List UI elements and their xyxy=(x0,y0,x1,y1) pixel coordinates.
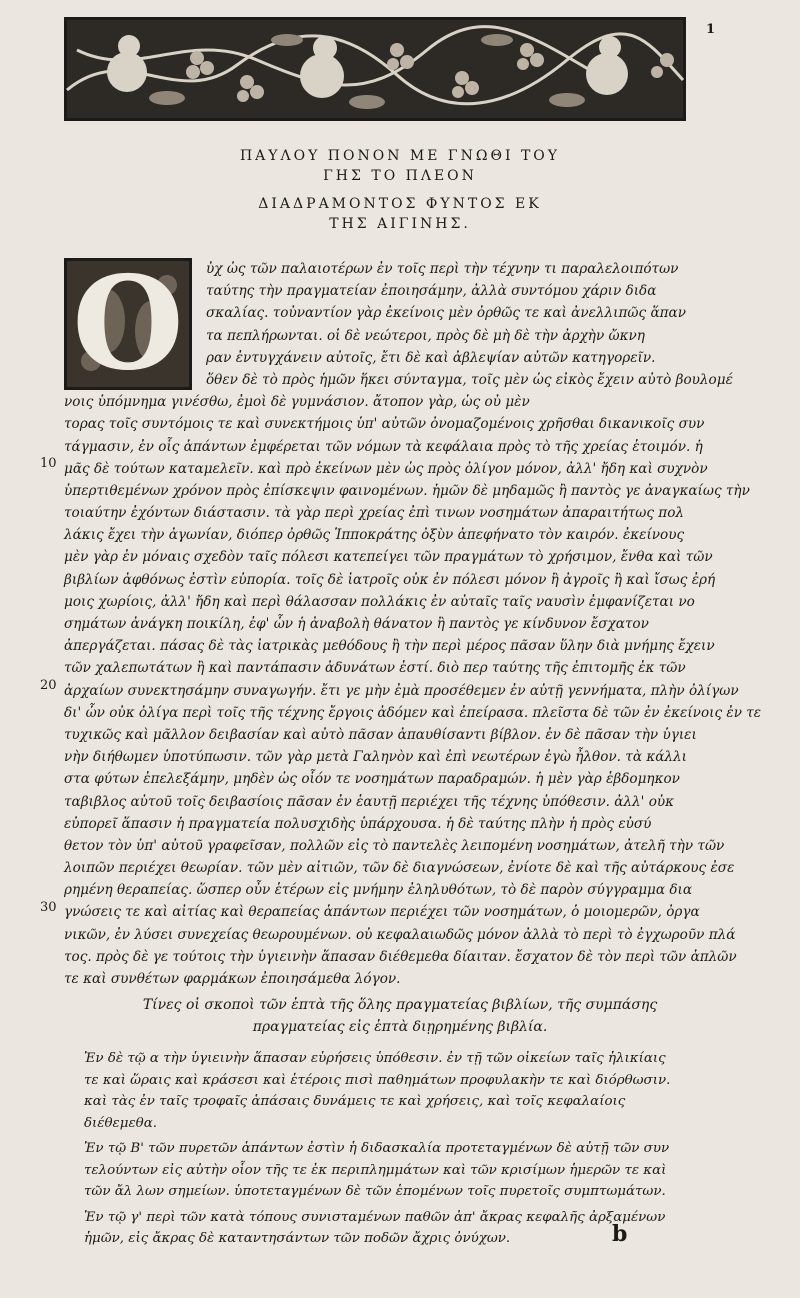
text-line: μοις χωρίοις, ἀλλ' ἤδη καὶ περὶ θάλασσαν πολλάκις ἐν αὐταῖς ταῖς ναυσὶν ἐμφανίζεται νο xyxy=(64,593,695,610)
text-line: ὑπερτιθεμένων χρόνον πρὸς ἐπίσκεψιν φαινομένων. ἡμῶν δὲ μηδαμῶς ἢ παντὸς γε ἀναγκαίως τὴν xyxy=(64,482,750,499)
text-line: ρημένη θεραπείας. ὥσπερ οὖν ἑτέρων εἰς μνήμην ἐληλυθότων, τὸ δὲ παρὸν σύγγραμμα δια xyxy=(64,882,693,899)
title-line-4: ΤΗΣ ΑΙΓΙΝΗΣ. xyxy=(329,216,471,232)
section-heading xyxy=(120,994,680,1038)
section-heading-line-1: Τίνες οἱ σκοποὶ τῶν ἑπτὰ τῆς ὅλης πραγματείας βιβλίων, τῆς συμπάσης xyxy=(142,997,658,1013)
title-line-1: ΠΑΥΛΟΥ ΠΟΝΟΝ ΜΕ ΓΝΩΘΙ ΤΟΥ xyxy=(239,148,561,164)
vine-cherub-ornament xyxy=(67,20,683,118)
line-number-30: 30 xyxy=(40,900,57,915)
text-line: νοις ὑπόμνημα γινέσθω, ἐμοὶ δὲ γυμνάσιον. ἄτοπον γὰρ, ὡς οὐ μὲν xyxy=(64,394,530,411)
text-line: ὐχ ὡς τῶν παλαιοτέρων ἐν τοῖς περὶ τὴν τέχνην τι παραλελοιπότων xyxy=(206,261,679,277)
text-line: τῶν χαλεπωτάτων ἢ καὶ παντάπασιν ἀδυνάτων ἐστί. διὸ περ ταύτης τῆς ἐπιτομῆς ἐκ τῶν xyxy=(64,660,686,677)
book-3-summary: Ἐν τῷ γ' περὶ τῶν κατὰ τόπους συνισταμένων παθῶν ἀπ' ἄκρας κεφαλῆς ἀρξαμένων ἡμῶν, εἰς ἄκρας δὲ καταντησάντων τῶν ποδῶν ἄχρις ὀνύχων. xyxy=(84,1209,666,1246)
page-mark: 1 xyxy=(706,22,716,37)
text-line: ταβιβλος αὐτοῦ τοῖς δειβασίοις πᾶσαν ἐν ἑαυτῇ περιέχει τῆς τέχνης ὑπόθεσιν. ἀλλ' οὐκ xyxy=(64,793,675,810)
line-number-10: 10 xyxy=(40,456,57,471)
text-line: τε καὶ συνθέτων φαρμάκων ἐποιησάμεθα λόγον. xyxy=(64,971,401,987)
title-block-lower xyxy=(120,194,680,234)
section-heading-line-2: πραγματείας εἰς ἑπτὰ διῃρημένης βιβλία. xyxy=(252,1019,548,1035)
text-line: στα φύτων ἐπελεξάμην, μηδὲν ὡς οἷόν τε νοσημάτων παραδραμών. ἡ μὲν γὰρ ἑβδομηκον xyxy=(64,771,680,788)
text-line: τορας τοῖς συντόμοις τε καὶ συνεκτήμοις ὑπ' αὐτῶν ὀνομαζομένοις χρῆσθαι δικανικοῖς συν xyxy=(64,416,705,433)
main-text-block xyxy=(64,258,762,990)
text-line: λάκις ἔχει τὴν ἀγωνίαν, διόπερ ὀρθῶς Ἱπποκράτης ὀξὺν ἀπεφήνατο τὸν καιρόν. ἐκείνους xyxy=(64,527,685,544)
books-summary xyxy=(84,1048,684,1254)
book-2-summary: Ἐν τῷ Β' τῶν πυρετῶν ἁπάντων ἐστὶν ἡ διδασκαλία προτεταγμένων δὲ αὐτῇ τῶν συν τελούντων εἰς αὐτὴν οἷον τῆς τε ἐκ περιπλημμάτων καὶ τῶν κρισίμων ἡμερῶν τε καὶ τῶν ἄλ λων σημείων. ὑποτεταγμένων δὲ τῶν ἑπομένων τοῖς πυρετοῖς συμπτωμάτων. xyxy=(84,1141,670,1199)
decorative-header-woodcut xyxy=(64,17,686,121)
text-line: θετον τὸν ὑπ' αὐτοῦ γραφεῖσαν, πολλῶν εἰς τὸ παντελὲς λειπομένη νοσημάτων, ἀτελῆ τὴν τῶν xyxy=(64,837,725,854)
text-line: βιβλίων ἀφθόνως ἐστὶν εὐπορία. τοῖς δὲ ἰατροῖς οὐκ ἐν πόλεσι μόνον ἢ ἀγροῖς ἢ καὶ ἴσως ἐρή xyxy=(64,571,716,588)
text-line: σημάτων ἀνάγκη ποικίλη, ἐφ' ὧν ἡ ἀναβολὴ θάνατον ἢ παντὸς γε κίνδυνον ἔσχατον xyxy=(64,616,649,632)
text-line: ἀρχαίων συνεκτησάμην συναγωγήν. ἔτι γε μὴν ἐμὰ προσέθεμεν ἐν αὐτῇ γεννήματα, πλὴν ὀλίγων xyxy=(64,682,739,699)
text-line: δι' ὧν οὐκ ὀλίγα περὶ τοῖς τῆς τέχνης ἔργοις ἀδόμεν καὶ ἐπείρασα. πλεῖστα δὲ τῶν ἐν ἐκείνοις ἐν τε xyxy=(64,704,762,721)
line-number-20: 20 xyxy=(40,678,57,693)
initial-letter: O xyxy=(72,249,184,399)
signature-mark: b xyxy=(612,1221,628,1247)
title-line-3: ΔΙΑΔΡΑΜΟΝΤΟΣ ΦΥΝΤΟΣ ΕΚ xyxy=(258,196,542,212)
text-line: ταύτης τὴν πραγματείαν ἐποιησάμην, ἀλλὰ συντόμου χάριν διδα xyxy=(206,283,657,300)
text-line: ραν ἐντυγχάνειν αὐτοῖς, ἔτι δὲ καὶ ἀβλεψίαν αὐτῶν κατηγορεῖν. xyxy=(206,349,656,366)
title-block-upper xyxy=(120,146,680,186)
text-line: τυχικῶς καὶ μᾶλλον δειβασίαν καὶ αὐτὸ πᾶσαν ἀπαυθίσαντι βίβλον. ἐν δὲ πᾶσαν τὴν ὑγιει xyxy=(64,726,697,743)
text-line: τοιαύτην ἐχόντων διάστασιν. τὰ γὰρ περὶ χρείας ἐπὶ τινων νοσημάτων ἀπαραιτήτως πολ xyxy=(64,505,685,522)
text-line: γνώσεις τε καὶ αἰτίας καὶ θεραπείας ἁπάντων περιέχει τῶν νοσημάτων, ὁ μοιομερῶν, ὀργα xyxy=(64,904,700,921)
title-line-2: ΓΗΣ ΤΟ ΠΛΕΟΝ xyxy=(323,168,477,184)
text-line: τάγμασιν, ἐν οἷς ἁπάντων ἐμφέρεται τῶν νόμων τὰ κεφάλαια πρὸς τὸ τῆς χρείας ἑτοιμόν. ἡ xyxy=(64,438,703,455)
text-line: τος. πρὸς δὲ γε τούτοις τὴν ὑγιεινὴν ἅπασαν διέθεμεθα δίαιταν. ἔσχατον δὲ τὸν περὶ τῶν ἁπλῶν xyxy=(64,948,737,965)
book-1-summary: Ἐν δὲ τῷ α τὴν ὑγιεινὴν ἅπασαν εὑρήσεις ὑπόθεσιν. ἐν τῇ τῶν οἰκείων ταῖς ἡλικίαις τε καὶ ὥραις καὶ κράσεσι καὶ ἑτέροις πισὶ παθημάτων προφυλακὴν τε καὶ διόρθωσιν. καὶ τὰς ἐν ταῖς τροφαῖς ἁπάσαις δυνάμεις τε καὶ χρήσεις, καὶ τοῖς κεφαλαίοις διέθεμεθα. xyxy=(84,1051,671,1131)
text-line: εὐπορεῖ ἅπασιν ἡ πραγματεία πολυσχιδὴς ὑπάρχουσα. ἡ δὲ ταύτης πλὴν ἡ πρὸς εὐσύ xyxy=(64,815,652,832)
text-line: σκαλίας. τοὐναντίον γὰρ ἐκείνοις μὲν ὀρθῶς τε καὶ ἀνελλιπῶς ἅπαν xyxy=(206,305,686,322)
text-line: ἀπεργάζεται. πάσας δὲ τὰς ἰατρικὰς μεθόδους ἢ τὴν περὶ μέρος πᾶσαν ὕλην διὰ μνήμης ἔχειν xyxy=(64,638,715,655)
text-line: νὴν διήθωμεν ὑποτύπωσιν. τῶν γὰρ μετὰ Γαληνὸν καὶ ἐπὶ νεωτέρων ἐγὼ ἦλθον. τὰ κάλλι xyxy=(64,749,687,766)
text-line: νικῶν, ἐν λύσει συνεχείας θεωρουμένων. οὐ κεφαλαιωδῶς μόνον ἀλλὰ τὸ περὶ τὸ ἐγχωροῦν πλά xyxy=(64,926,736,943)
text-line: μᾶς δὲ τούτων καταμελεῖν. καὶ πρὸ ἐκείνων μὲν ὡς πρὸς ὀλίγον μόνον, ἀλλ' ἤδη καὶ συχνὸν xyxy=(64,460,708,477)
text-line: ὅθεν δὲ τὸ πρὸς ἡμῶν ἥκει σύνταγμα, τοῖς μὲν ὡς εἰκὸς ἔχειν αὐτὸ βουλομέ xyxy=(206,371,733,388)
text-line: μὲν γὰρ ἐν μόναις σχεδὸν ταῖς πόλεσι κατεπείγει τῶν πραγμάτων τὸ χρήσιμον, ἔνθα καὶ τῶν xyxy=(64,549,713,566)
text-line: λοιπῶν περιέχει θεωρίαν. τῶν μὲν αἰτιῶν, τῶν δὲ διαγνώσεων, ἐνίοτε δὲ καὶ τῆς αὐτάρκους ἐσε xyxy=(64,860,735,877)
text-line: τα πεπλήρωνται. οἱ δὲ νεώτεροι, πρὸς δὲ μὴ δὲ τὴν ἀρχὴν ὤκνη xyxy=(206,327,645,344)
